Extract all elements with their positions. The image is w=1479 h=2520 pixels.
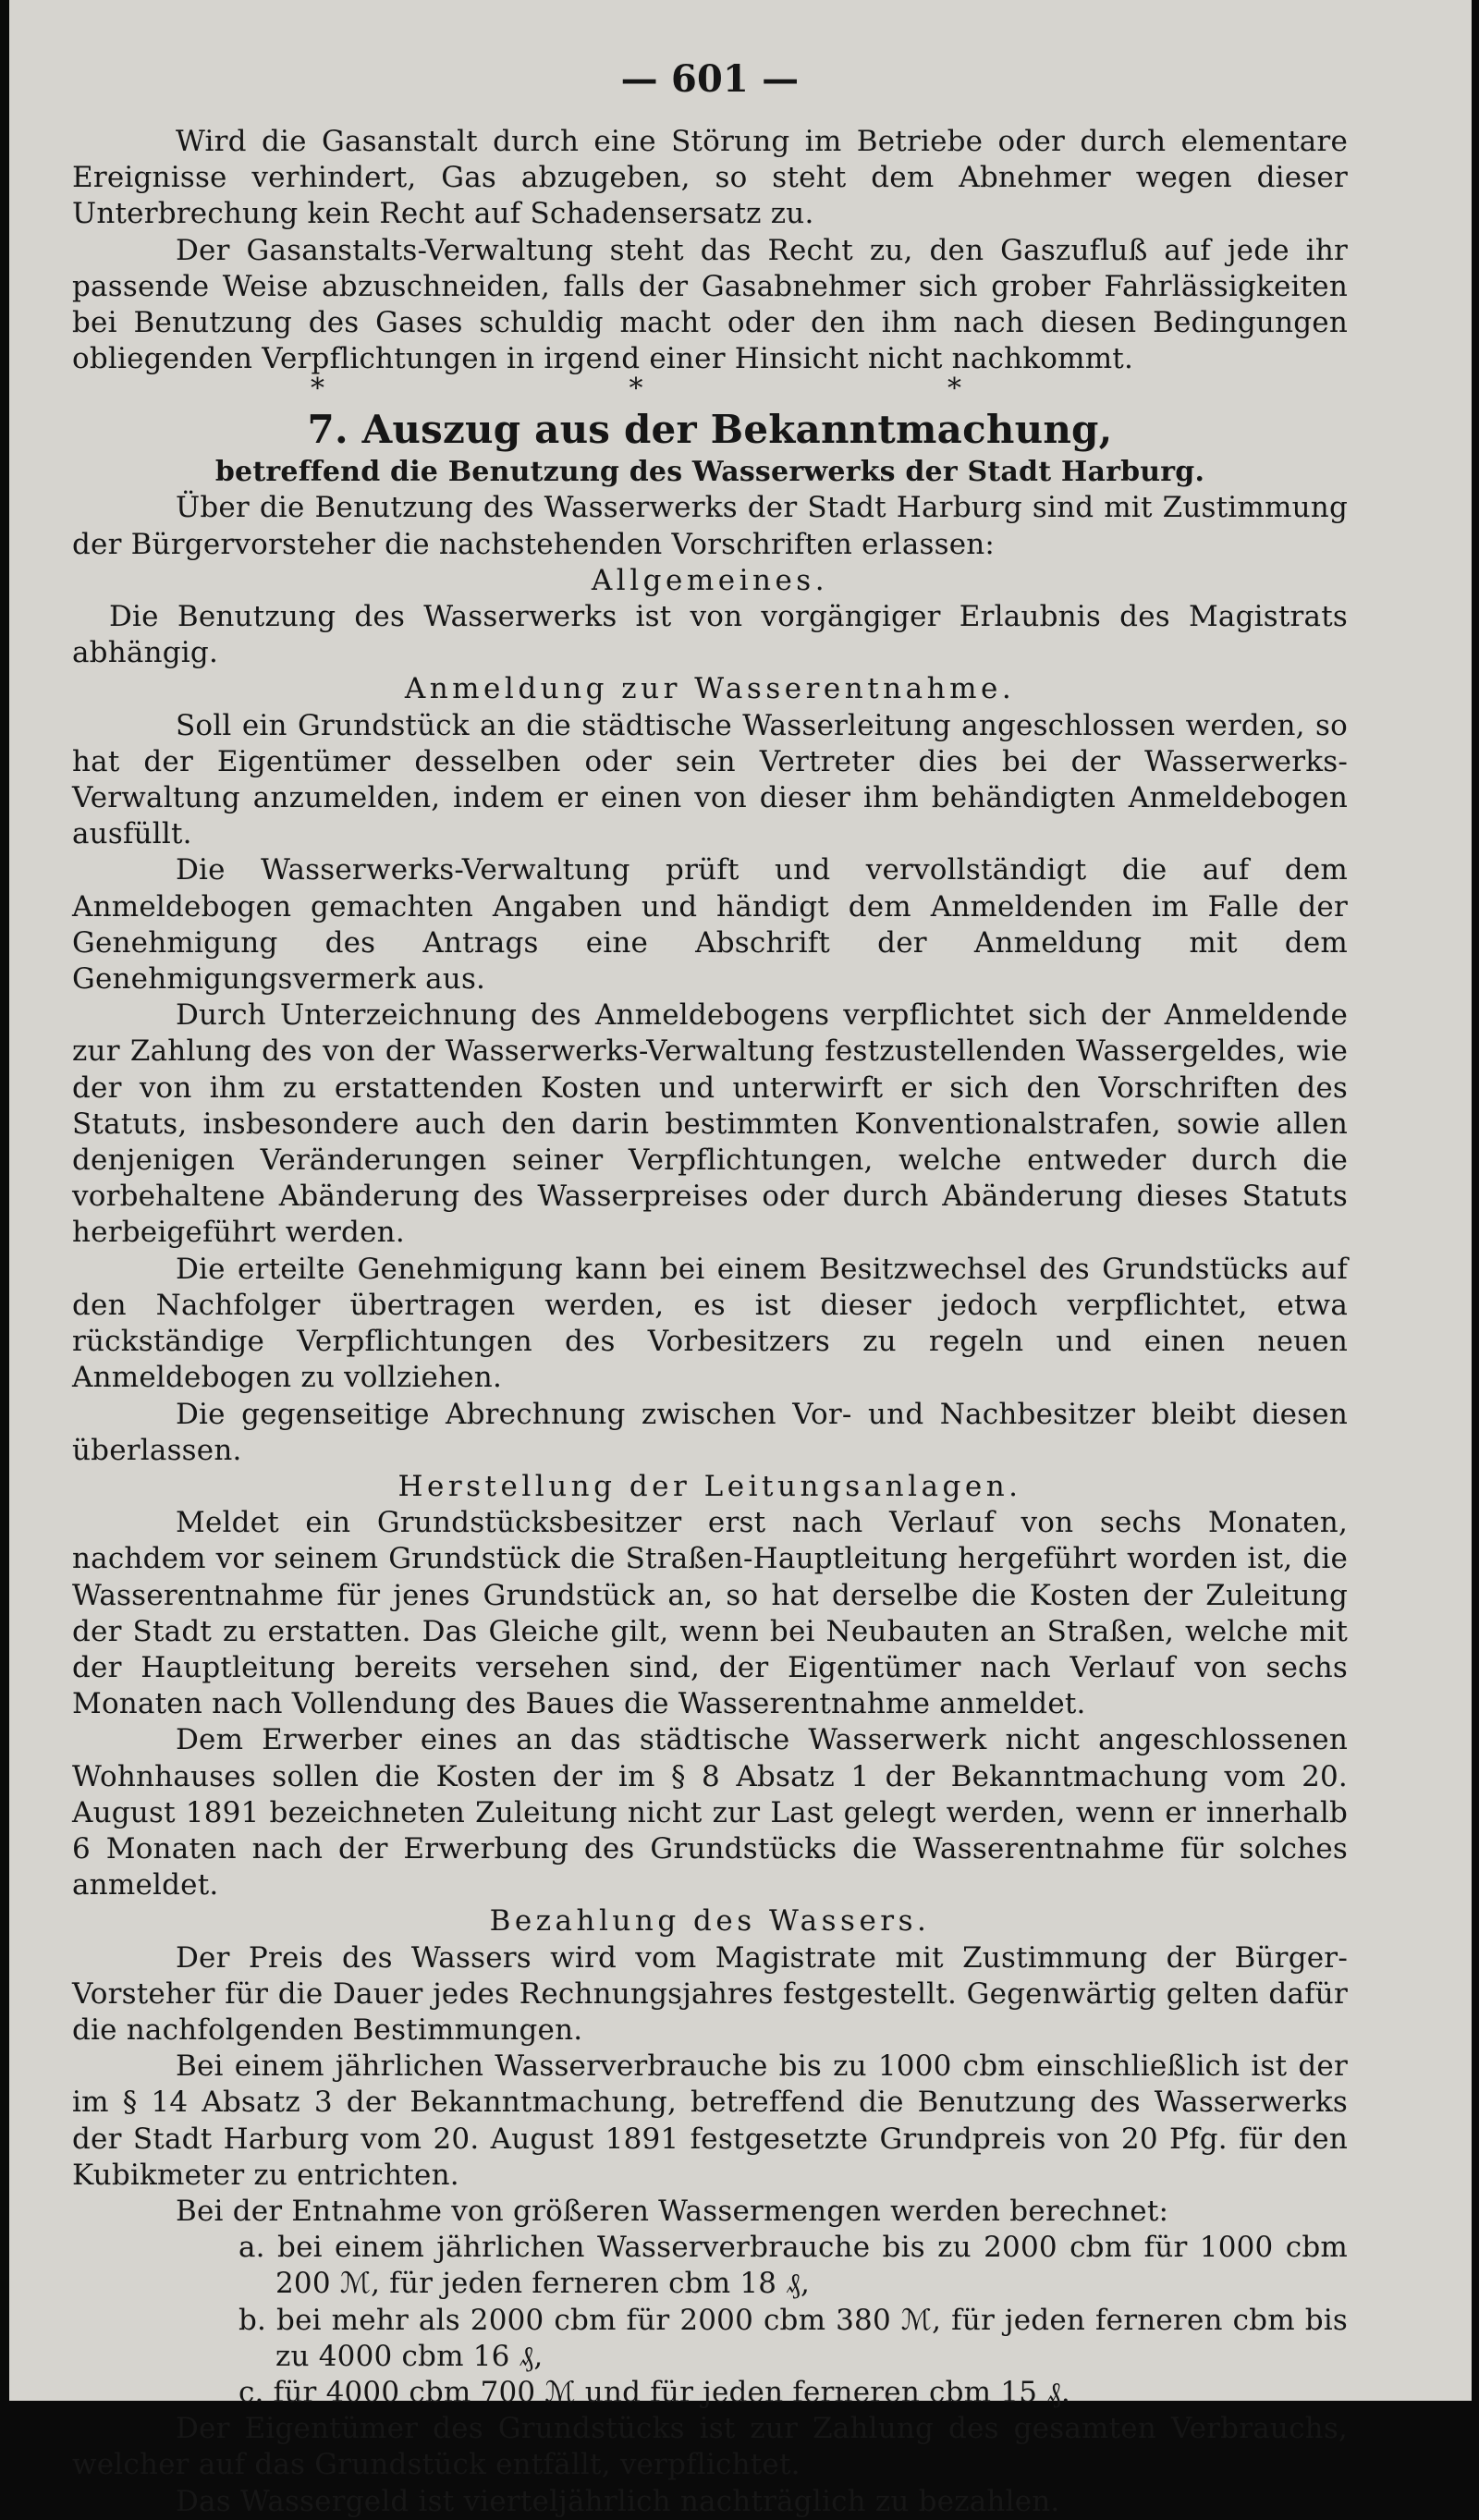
heading-allgemeines: Allgemeines. [591,563,829,597]
paragraph: Die Benutzung des Wasserwerks ist von vorgängiger Erlaubnis des Magistrats abhängig. [72,600,1348,670]
list-item: b. bei mehr als 2000 cbm für 2000 cbm 380 ℳ, für jeden ferneren cbm bis zu 4000 cbm 16 ₰, [238,2303,1348,2373]
paragraph: Das Wassergeld ist vierteljährlich nachträglich zu bezahlen. [176,2484,1060,2518]
heading-bezahlung: Bezahlung des Wassers. [489,1904,931,1939]
paragraph: Die erteilte Genehmigung kann bei einem Besitzwechsel des Grundstücks auf den Nachfolger übertragen werden, es ist dieser jedoch verpflichtet, etwa rückständige Verpflichtungen des Vorbesitzers zu regeln und einen neuen Anmeldebogen zu vollziehen. [72,1252,1348,1395]
heading-herstellung: Herstellung der Leitungsanlagen. [397,1469,1022,1503]
heading-anmeldung: Anmeldung zur Wasserentnahme. [404,672,1016,706]
paragraph: Soll ein Grundstück an die städtische Wasserleitung angeschlossen werden, so hat der Eigentümer desselben oder sein Vertreter dies bei der Wasserwerks-Verwaltung anzumelden, indem er einen von dieser ihm behändigten Anmeldebogen ausfüllt. [72,708,1348,851]
paragraph: Der Preis des Wassers wird vom Magistrate mit Zustimmung der Bürger-Vorsteher für die Dauer jedes Rechnungsjahres festgestellt. Gegenwärtig gelten dafür die nachfolgenden Bestimmungen. [72,1940,1348,2047]
scan-border [0,0,9,2401]
intro-paragraph: Wird die Gasanstalt durch eine Störung im Betriebe oder durch elementare Ereignisse verhindert, Gas abzugeben, so steht dem Abnehmer wegen dieser Unterbrechung kein Recht auf Schadensersatz zu. [72,125,1348,231]
section-separator: * * * [310,373,1110,406]
page-number: — 601 — [620,57,800,101]
section-subtitle: betreffend die Benutzung des Wasserwerks der Stadt Harburg. [214,456,1205,489]
section-intro: Über die Benutzung des Wasserwerks der Stadt Harburg sind mit Zustimmung der Bürgervorsteher die nachstehenden Vorschriften erlassen: [72,491,1348,561]
intro-paragraph: Der Gasanstalts-Verwaltung steht das Recht zu, den Gaszufluß auf jede ihr passende Weise abzuschneiden, falls der Gasabnehmer sich grober Fahrlässigkeiten bei Benutzung des Gases schuldig macht oder den ihm nach diesen Bedingungen obliegenden Verpflichtungen in irgend einer Hinsicht nicht nachkommt. [72,233,1348,376]
section-title: 7. Auszug aus der Bekanntmachung, [307,407,1113,453]
paragraph: Bei der Entnahme von größeren Wassermengen werden berechnet: [176,2194,1169,2228]
scanned-page [9,0,1472,2518]
list-item: a. bei einem jährlichen Wasserverbrauche bis zu 2000 cbm für 1000 cbm 200 ℳ, für jeden ferneren cbm 18 ₰, [238,2231,1348,2301]
paragraph: Dem Erwerber eines an das städtische Wasserwerk nicht angeschlossenen Wohnhauses sollen die Kosten der im § 8 Absatz 1 der Bekanntmachung vom 20. August 1891 bezeichneten Zuleitung nicht zur Last gelegt werden, wenn er innerhalb 6 Monaten nach der Erwerbung des Grundstücks die Wasserentnahme für solches anmeldet. [72,1723,1348,1902]
price-list [72,2230,1348,2411]
list-item: c. für 4000 cbm 700 ℳ und für jeden ferneren cbm 15 ₰. [238,2375,1070,2409]
paragraph: Der Eigentümer des Grundstücks ist zur Zahlung des gesamten Verbrauchs, welcher auf das Grundstück entfällt, verpflichtet. [72,2412,1348,2482]
paragraph: Die gegenseitige Abrechnung zwischen Vor- und Nachbesitzer bleibt diesen überlassen. [72,1397,1348,1467]
paragraph: Bei einem jährlichen Wasserverbrauche bis zu 1000 cbm einschließlich ist der im § 14 Absatz 3 der Bekanntmachung, betreffend die Benutzung des Wasserwerks der Stadt Harburg vom 20. August 1891 festgesetzte Grundpreis von 20 Pfg. für den Kubikmeter zu entrichten. [72,2049,1348,2192]
paragraph: Meldet ein Grundstücksbesitzer erst nach Verlauf von sechs Monaten, nachdem vor seinem Grundstück die Straßen-Hauptleitung hergeführt worden ist, die Wasserentnahme für jenes Grundstück an, so hat derselbe die Kosten der Zuleitung der Stadt zu erstatten. Das Gleiche gilt, wenn bei Neubauten an Straßen, welche mit der Hauptleitung bereits versehen sind, der Eigentümer nach Verlauf von sechs Monaten nach Vollendung des Baues die Wasserentnahme anmeldet. [72,1506,1348,1721]
paragraph: Durch Unterzeichnung des Anmeldebogens verpflichtet sich der Anmeldende zur Zahlung des von der Wasserwerks-Verwaltung festzustellenden Wassergeldes, wie der von ihm zu erstattenden Kosten und unterwirft er sich den Vorschriften des Statuts, insbesondere auch den darin bestimmten Konventionalstrafen, sowie allen denjenigen Veränderungen seiner Verpflichtungen, welche entweder durch die vorbehaltene Abänderung des Wasserpreises oder durch Abänderung dieses Statuts herbeigeführt werden. [72,998,1348,1250]
page-content [72,54,1348,2520]
paragraph: Die Wasserwerks-Verwaltung prüft und vervollständigt die auf dem Anmeldebogen gemachten Angaben und händigt dem Anmeldenden im Falle der Genehmigung des Antrags eine Abschrift der Anmeldung mit dem Genehmigungsvermerk aus. [72,853,1348,997]
